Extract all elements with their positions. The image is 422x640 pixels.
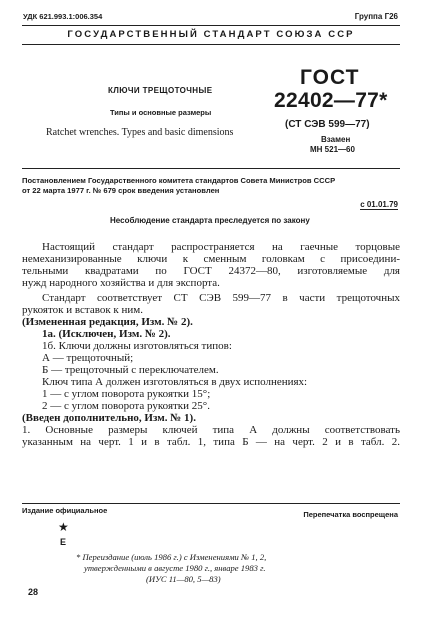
- group-code: Группа Г26: [354, 12, 398, 21]
- body-line-17: указанным на черт. 1 и в табл. 1, типа Б — на черт. 2 и в табл. 2.: [22, 436, 400, 448]
- st-sev-reference: (СТ СЭВ 599—77): [285, 119, 370, 130]
- body-line-11: Б — трещоточный с переключателем.: [42, 364, 219, 376]
- violation-notice: Несоблюдение стандарта преследуется по закону: [110, 216, 310, 225]
- body-line-6: рукояток и вставок к ним.: [22, 304, 144, 316]
- body-line-16: 1. Основные размеры ключей типа А должны соответствовать: [22, 424, 400, 436]
- star-icon: ★: [58, 520, 69, 534]
- page-number: 28: [28, 587, 39, 597]
- banner-rule: [22, 44, 400, 45]
- body-line-10: А — трещоточный;: [42, 352, 134, 364]
- body-line-8: 1а. (Исключен, Изм. № 2).: [42, 328, 171, 340]
- footer-rule: [22, 503, 400, 504]
- title-en: Ratchet wrenches. Types and basic dimensions: [46, 127, 234, 138]
- subtitle-ru: Типы и основные размеры: [110, 108, 212, 117]
- gost-number: 22402—77*: [274, 89, 388, 112]
- title-ru: КЛЮЧИ ТРЕЩОТОЧНЫЕ: [108, 86, 213, 95]
- body-line-7: (Измененная редакция, Изм. № 2).: [22, 316, 193, 328]
- body-line-9: 1б. Ключи должны изготовляться типов:: [42, 340, 232, 352]
- body-line-1: Настоящий стандарт распространяется на гаечные торцовые: [42, 241, 400, 253]
- state-standard-banner: ГОСУДАРСТВЕННЫЙ СТАНДАРТ СОЮЗА ССР: [67, 29, 355, 40]
- replaces-standard: МН 521—60: [310, 145, 355, 154]
- gost-label: ГОСТ: [300, 66, 360, 89]
- reprint-prohibited-label: Перепечатка воспрещена: [303, 510, 398, 519]
- footnote-line-2: утвержденными в августе 1980 г., январе 1983 г.: [84, 563, 266, 573]
- body-line-12: Ключ типа А должен изготовляться в двух исполнениях:: [42, 376, 308, 388]
- top-rule: [22, 25, 400, 26]
- udk-code: УДК 621.993.1:006.354: [23, 12, 103, 21]
- official-edition-label: Издание официальное: [22, 506, 108, 515]
- body-line-5: Стандарт соответствует СТ СЭВ 599—77 в части трещоточных: [42, 292, 400, 304]
- edition-letter: Е: [60, 537, 67, 547]
- body-line-4: нужд народного хозяйства и для экспорта.: [22, 277, 220, 289]
- body-line-14: 2 — с углом поворота рукоятки 25°.: [42, 400, 210, 412]
- replaces-label: Взамен: [321, 135, 351, 144]
- title-rule: [22, 168, 400, 169]
- footnote-line-3: (ИУС 11—80, 5—83): [146, 574, 221, 584]
- body-line-3: тельными квадратами по ГОСТ 24372—80, изготовляемые для: [22, 265, 400, 277]
- decree-line-2: от 22 марта 1977 г. № 679 срок введения установлен: [22, 186, 220, 195]
- footnote-line-1: * Переиздание (июль 1986 г.) с Изменениями № 1, 2,: [76, 552, 267, 562]
- body-line-15: (Введен дополнительно, Изм. № 1).: [22, 412, 196, 424]
- effective-date: с 01.01.79: [360, 200, 398, 209]
- body-line-13: 1 — с углом поворота рукоятки 15°;: [42, 388, 211, 400]
- decree-line-1: Постановлением Государственного комитета стандартов Совета Министров СССР: [22, 176, 336, 185]
- body-line-2: немеханизированные ключи к сменным головкам с присоедини-: [22, 253, 400, 265]
